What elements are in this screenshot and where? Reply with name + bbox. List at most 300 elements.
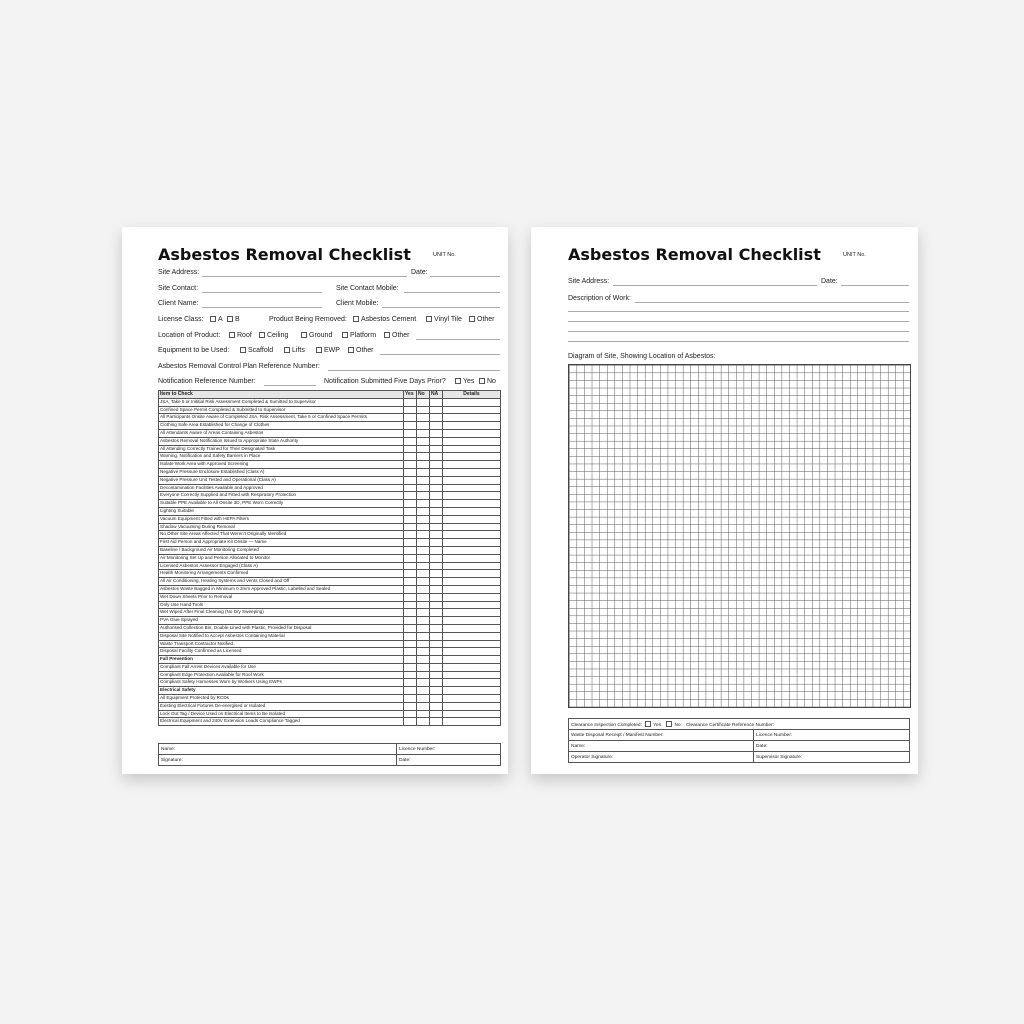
description-line[interactable]	[568, 311, 909, 312]
check-item-label: Compliant Fall Arrest Devices Available for Use	[159, 663, 404, 671]
description-line[interactable]	[568, 341, 909, 342]
details-cell[interactable]	[443, 484, 501, 492]
no-cell[interactable]	[417, 515, 430, 523]
table-row	[159, 546, 501, 554]
table-row	[159, 406, 501, 414]
check-item-label: Compliant Edge Protection Available for Roof Work	[159, 671, 404, 679]
yes-cell[interactable]	[404, 507, 417, 515]
checkbox[interactable]	[348, 347, 354, 353]
table-row	[159, 429, 501, 437]
na-cell[interactable]	[430, 656, 443, 664]
details-cell[interactable]	[443, 539, 501, 547]
details-cell[interactable]	[443, 671, 501, 679]
site-diagram-grid[interactable]	[568, 364, 911, 708]
date-field[interactable]	[430, 276, 500, 277]
supervisor-signature-field[interactable]: Supervisor Signature:	[754, 752, 910, 763]
no-cell[interactable]	[417, 718, 430, 726]
check-item-label: Lighting Suitable	[159, 507, 404, 515]
na-cell[interactable]	[430, 523, 443, 531]
na-cell[interactable]	[430, 554, 443, 562]
no-cell[interactable]	[417, 671, 430, 679]
site-contact-mobile-field[interactable]	[404, 292, 500, 293]
checkbox[interactable]	[384, 332, 390, 338]
table-header-row	[159, 391, 501, 399]
na-cell[interactable]	[430, 414, 443, 422]
operator-signature-field[interactable]: Operator Signature:	[569, 752, 754, 763]
no-cell[interactable]	[417, 687, 430, 695]
no-cell[interactable]	[417, 531, 430, 539]
details-cell[interactable]	[443, 601, 501, 609]
equipment-option[interactable]: Other	[348, 346, 374, 355]
na-cell[interactable]	[430, 578, 443, 586]
equipment-option[interactable]: EWP	[316, 346, 340, 355]
section-header-row	[159, 687, 501, 695]
check-item-label: Authorised Collection Bin, Double Lined with Plastic, Provided for Disposal	[159, 624, 404, 632]
no-cell[interactable]	[417, 500, 430, 508]
yes-cell[interactable]	[404, 546, 417, 554]
na-cell[interactable]	[430, 445, 443, 453]
yes-cell[interactable]	[404, 414, 417, 422]
na-cell[interactable]	[430, 601, 443, 609]
no-cell[interactable]	[417, 484, 430, 492]
product-option[interactable]: Other	[469, 315, 495, 324]
checkbox[interactable]	[301, 332, 307, 338]
yes-cell[interactable]	[404, 406, 417, 414]
checklist-table	[158, 390, 501, 726]
yes-cell[interactable]	[404, 710, 417, 718]
site-address-field[interactable]	[613, 285, 817, 286]
table-row	[569, 741, 910, 752]
yes-cell[interactable]	[404, 656, 417, 664]
location-option[interactable]: Roof	[229, 331, 252, 340]
yes-cell[interactable]	[404, 492, 417, 500]
no-cell[interactable]	[417, 640, 430, 648]
details-cell[interactable]	[443, 523, 501, 531]
notification-ref-label: Notification Reference Number:	[158, 378, 256, 385]
yes-cell[interactable]	[404, 679, 417, 687]
checkbox[interactable]	[455, 378, 461, 384]
column-header: Item to Check	[159, 391, 404, 399]
waste-receipt-field[interactable]: Waste Disposal Receipt / Manifest Number:	[569, 730, 754, 741]
check-item-label: Decontamination Facilities Available and Approved	[159, 484, 404, 492]
details-cell[interactable]	[443, 617, 501, 625]
no-label: No	[674, 722, 681, 728]
license-a-option[interactable]: A	[210, 315, 223, 324]
details-cell[interactable]	[443, 500, 501, 508]
no-cell[interactable]	[417, 562, 430, 570]
date-field[interactable]: Date:	[754, 741, 910, 752]
checkbox[interactable]	[227, 316, 233, 322]
table-row	[569, 730, 910, 741]
site-address-field[interactable]	[202, 276, 407, 277]
na-cell[interactable]	[430, 546, 443, 554]
client-mobile-field[interactable]	[382, 307, 500, 308]
details-cell[interactable]	[443, 585, 501, 593]
yes-cell[interactable]	[404, 671, 417, 679]
na-cell[interactable]	[430, 695, 443, 703]
table-row	[159, 492, 501, 500]
table-row	[159, 468, 501, 476]
no-cell[interactable]	[417, 507, 430, 515]
check-item-label: Shadow Vacuuming During Removal	[159, 523, 404, 531]
check-item-label: Existing Electrical Fixtures De-energised or Isolated	[159, 702, 404, 710]
details-cell[interactable]	[443, 624, 501, 632]
na-cell[interactable]	[430, 632, 443, 640]
yes-cell[interactable]	[404, 624, 417, 632]
description-line[interactable]	[568, 321, 909, 322]
check-item-label: Everyone Correctly Supplied and Fitted with Respiratory Protection	[159, 492, 404, 500]
table-row	[159, 437, 501, 445]
yes-cell[interactable]	[404, 593, 417, 601]
details-cell[interactable]	[443, 718, 501, 726]
no-cell[interactable]	[417, 406, 430, 414]
no-cell[interactable]	[417, 617, 430, 625]
check-item-label: Compliant Safety Harnesses Worn by Workers Using EWPs	[159, 679, 404, 687]
na-cell[interactable]	[430, 702, 443, 710]
check-item-label: First Aid Person and Appropriate Kit Onsite — Name	[159, 539, 404, 547]
no-cell[interactable]	[417, 492, 430, 500]
no-cell[interactable]	[417, 585, 430, 593]
yes-cell[interactable]	[404, 422, 417, 430]
yes-cell[interactable]	[404, 578, 417, 586]
yes-cell[interactable]	[404, 445, 417, 453]
checkbox[interactable]	[210, 316, 216, 322]
details-cell[interactable]	[443, 507, 501, 515]
no-cell[interactable]	[417, 398, 430, 406]
table-row	[159, 609, 501, 617]
yes-cell[interactable]	[404, 687, 417, 695]
check-item-label: Confined Space Permit Completed & Submitted to Supervisor	[159, 406, 404, 414]
no-cell[interactable]	[417, 546, 430, 554]
check-item-label: Isolate Work Area with Approved Screening	[159, 461, 404, 469]
details-cell[interactable]	[443, 468, 501, 476]
clearance-row	[569, 719, 910, 730]
no-cell[interactable]	[417, 429, 430, 437]
checkbox[interactable]	[479, 378, 485, 384]
no-cell[interactable]	[417, 468, 430, 476]
na-cell[interactable]	[430, 453, 443, 461]
na-cell[interactable]	[430, 640, 443, 648]
na-cell[interactable]	[430, 710, 443, 718]
table-row	[159, 531, 501, 539]
no-cell[interactable]	[417, 523, 430, 531]
equipment-other-field[interactable]	[380, 354, 500, 355]
table-row	[569, 752, 910, 763]
details-cell[interactable]	[443, 406, 501, 414]
product-option[interactable]: Vinyl Tile	[426, 315, 462, 324]
yes-cell[interactable]	[404, 718, 417, 726]
signoff-table	[158, 743, 501, 766]
details-cell[interactable]	[443, 515, 501, 523]
na-cell[interactable]	[430, 671, 443, 679]
details-cell[interactable]	[443, 593, 501, 601]
na-cell[interactable]	[430, 718, 443, 726]
no-cell[interactable]	[417, 601, 430, 609]
client-name-field[interactable]	[202, 307, 322, 308]
clearance-ref-label: Clearance Certificate Reference Number:	[685, 722, 774, 728]
details-cell[interactable]	[443, 422, 501, 430]
equipment-label: Equipment to be Used:	[158, 347, 230, 354]
licence-number-field[interactable]: Licence Number:	[754, 730, 910, 741]
location-option[interactable]: Other	[384, 331, 410, 340]
yes-cell[interactable]	[404, 695, 417, 703]
check-item-label: Vacuum Equipment Fitted with HEPA Filters	[159, 515, 404, 523]
checkbox[interactable]	[426, 316, 432, 322]
table-row	[159, 617, 501, 625]
details-cell[interactable]	[443, 679, 501, 687]
na-cell[interactable]	[430, 515, 443, 523]
check-item-label: Negative Pressure Unit Tested and Operational (Class A)	[159, 476, 404, 484]
na-cell[interactable]	[430, 484, 443, 492]
date-field[interactable]	[841, 285, 909, 286]
no-cell[interactable]	[417, 648, 430, 656]
check-item-label: All Participants Onsite Aware of Completed JSA, Risk Assessment, Take 5 or Confined Space Permits	[159, 414, 404, 422]
na-cell[interactable]	[430, 492, 443, 500]
yes-cell[interactable]	[404, 570, 417, 578]
checkbox[interactable]	[284, 347, 290, 353]
yes-cell[interactable]	[404, 468, 417, 476]
column-header: Yes	[404, 391, 417, 399]
na-cell[interactable]	[430, 687, 443, 695]
check-item-label: All Equipment Protected by RCDs	[159, 695, 404, 703]
na-cell[interactable]	[430, 437, 443, 445]
no-cell[interactable]	[417, 710, 430, 718]
no-cell[interactable]	[417, 554, 430, 562]
details-cell[interactable]	[443, 437, 501, 445]
na-cell[interactable]	[430, 648, 443, 656]
no-cell[interactable]	[417, 609, 430, 617]
table-row	[159, 398, 501, 406]
no-cell[interactable]	[417, 695, 430, 703]
description-line[interactable]	[635, 302, 909, 303]
check-item-label: Asbestos Waste Bagged in Minimum 0.2mm Approved Plastic, Labelled and Sealed	[159, 585, 404, 593]
equipment-option[interactable]: Lifts	[284, 346, 305, 355]
table-row	[159, 601, 501, 609]
details-cell[interactable]	[443, 429, 501, 437]
details-cell[interactable]	[443, 687, 501, 695]
no-cell[interactable]	[417, 679, 430, 687]
details-cell[interactable]	[443, 640, 501, 648]
check-item-label: Only Use Hand Tools	[159, 601, 404, 609]
na-cell[interactable]	[430, 624, 443, 632]
checkbox[interactable]	[342, 332, 348, 338]
yes-cell[interactable]	[404, 601, 417, 609]
table-row	[159, 476, 501, 484]
na-cell[interactable]	[430, 539, 443, 547]
details-cell[interactable]	[443, 445, 501, 453]
name-field[interactable]: Name:	[569, 741, 754, 752]
yes-cell[interactable]	[404, 632, 417, 640]
table-row	[159, 484, 501, 492]
checkbox[interactable]	[469, 316, 475, 322]
yes-cell[interactable]	[404, 476, 417, 484]
details-cell[interactable]	[443, 398, 501, 406]
na-cell[interactable]	[430, 562, 443, 570]
yes-cell[interactable]	[404, 531, 417, 539]
yes-cell[interactable]	[404, 437, 417, 445]
details-cell[interactable]	[443, 578, 501, 586]
no-cell[interactable]	[417, 656, 430, 664]
yes-cell[interactable]	[404, 523, 417, 531]
na-cell[interactable]	[430, 406, 443, 414]
no-cell[interactable]	[417, 476, 430, 484]
notification-no-option[interactable]: No	[479, 377, 496, 386]
date-label: Date:	[411, 269, 428, 276]
na-cell[interactable]	[430, 422, 443, 430]
details-cell[interactable]	[443, 570, 501, 578]
no-cell[interactable]	[417, 663, 430, 671]
location-option[interactable]: Ground	[301, 331, 332, 340]
na-cell[interactable]	[430, 476, 443, 484]
location-label: Location of Product:	[158, 332, 221, 339]
yes-cell[interactable]	[404, 453, 417, 461]
details-cell[interactable]	[443, 453, 501, 461]
location-option[interactable]: Platform	[342, 331, 376, 340]
equipment-option[interactable]: Scaffold	[240, 346, 273, 355]
yes-cell[interactable]	[404, 562, 417, 570]
site-contact-field[interactable]	[202, 292, 322, 293]
na-cell[interactable]	[430, 585, 443, 593]
check-item-label: Disposal Site Notified to Accept Asbestos Containing Material	[159, 632, 404, 640]
check-item-label: Electrical Equipment and 240V Extension Leads Compliance Tagged	[159, 718, 404, 726]
details-cell[interactable]	[443, 414, 501, 422]
checkbox[interactable]	[259, 332, 265, 338]
yes-cell[interactable]	[404, 702, 417, 710]
no-cell[interactable]	[417, 632, 430, 640]
yes-cell[interactable]	[404, 461, 417, 469]
name-field[interactable]: Name:	[159, 744, 397, 755]
na-cell[interactable]	[430, 507, 443, 515]
no-cell[interactable]	[417, 414, 430, 422]
na-cell[interactable]	[430, 663, 443, 671]
client-mobile-label: Client Mobile:	[336, 300, 379, 307]
check-item-label: Asbestos Removal Notification Issued to Appropriate State Authority	[159, 437, 404, 445]
na-cell[interactable]	[430, 617, 443, 625]
details-cell[interactable]	[443, 663, 501, 671]
check-item-label: PVA Glue Sprayed	[159, 617, 404, 625]
no-cell[interactable]	[417, 702, 430, 710]
check-item-label: JSA, Take 5 or Inititial Risk Assessment Completed & Sumitted to Supervisor	[159, 398, 404, 406]
yes-cell[interactable]	[404, 663, 417, 671]
yes-cell[interactable]	[404, 648, 417, 656]
details-cell[interactable]	[443, 562, 501, 570]
location-option[interactable]: Ceiling	[259, 331, 288, 340]
license-class-label: License Class:	[158, 316, 204, 323]
na-cell[interactable]	[430, 593, 443, 601]
check-item-label: Clothing Safe Area Established for Change of Clothes	[159, 422, 404, 430]
yes-cell[interactable]	[404, 640, 417, 648]
notification-yes-option[interactable]: Yes	[455, 377, 474, 386]
product-option[interactable]: Asbestos Cement	[353, 315, 416, 324]
no-cell[interactable]	[417, 453, 430, 461]
yes-cell[interactable]	[404, 429, 417, 437]
yes-cell[interactable]	[404, 484, 417, 492]
yes-cell[interactable]	[404, 515, 417, 523]
na-cell[interactable]	[430, 468, 443, 476]
details-cell[interactable]	[443, 554, 501, 562]
yes-cell[interactable]	[404, 585, 417, 593]
table-row	[159, 562, 501, 570]
no-cell[interactable]	[417, 422, 430, 430]
clearance-completed-label: Clearance Inspection Completed:	[571, 722, 642, 728]
yes-cell[interactable]	[404, 617, 417, 625]
table-row	[159, 539, 501, 547]
yes-cell[interactable]	[404, 500, 417, 508]
details-cell[interactable]	[443, 632, 501, 640]
na-cell[interactable]	[430, 531, 443, 539]
details-cell[interactable]	[443, 492, 501, 500]
license-b-option[interactable]: B	[227, 315, 240, 324]
check-item-label: Suitable PPE Available to All Onsite 3D, PPE Worn Correctly	[159, 500, 404, 508]
no-cell[interactable]	[417, 445, 430, 453]
signature-field[interactable]: Signature:	[159, 755, 397, 766]
details-cell[interactable]	[443, 609, 501, 617]
na-cell[interactable]	[430, 679, 443, 687]
control-plan-field[interactable]	[328, 370, 500, 371]
yes-cell[interactable]	[404, 539, 417, 547]
details-cell[interactable]	[443, 656, 501, 664]
checkbox[interactable]	[353, 316, 359, 322]
date-field[interactable]: Date:	[397, 755, 501, 766]
notification-ref-field[interactable]	[264, 385, 316, 386]
licence-field[interactable]: Licence Number:	[397, 744, 501, 755]
table-row	[159, 461, 501, 469]
details-cell[interactable]	[443, 546, 501, 554]
no-cell[interactable]	[417, 461, 430, 469]
no-cell[interactable]	[417, 593, 430, 601]
unit-no-label: UNIT No.	[843, 252, 866, 258]
table-row	[159, 500, 501, 508]
checkbox[interactable]	[645, 721, 651, 727]
no-cell[interactable]	[417, 570, 430, 578]
na-cell[interactable]	[430, 570, 443, 578]
na-cell[interactable]	[430, 500, 443, 508]
no-cell[interactable]	[417, 578, 430, 586]
checkbox[interactable]	[666, 721, 672, 727]
checkbox[interactable]	[316, 347, 322, 353]
details-cell[interactable]	[443, 695, 501, 703]
no-cell[interactable]	[417, 624, 430, 632]
check-item-label: No Other Site Areas Affected That Weren't Originally Identified	[159, 531, 404, 539]
no-cell[interactable]	[417, 539, 430, 547]
na-cell[interactable]	[430, 461, 443, 469]
na-cell[interactable]	[430, 398, 443, 406]
site-address-label: Site Address:	[568, 278, 610, 285]
details-cell[interactable]	[443, 476, 501, 484]
no-cell[interactable]	[417, 437, 430, 445]
na-cell[interactable]	[430, 609, 443, 617]
table-row	[159, 585, 501, 593]
details-cell[interactable]	[443, 531, 501, 539]
column-header: Details	[443, 391, 501, 399]
site-address-label: Site Address:	[158, 269, 200, 276]
details-cell[interactable]	[443, 461, 501, 469]
location-other-field[interactable]	[416, 339, 500, 340]
check-item-label: Waste Transport Contractor Notified	[159, 640, 404, 648]
yes-cell[interactable]	[404, 609, 417, 617]
description-line[interactable]	[568, 331, 909, 332]
yes-cell[interactable]	[404, 554, 417, 562]
yes-cell[interactable]	[404, 398, 417, 406]
details-cell[interactable]	[443, 648, 501, 656]
checkbox[interactable]	[229, 332, 235, 338]
table-row	[159, 445, 501, 453]
checkbox[interactable]	[240, 347, 246, 353]
check-item-label: All Attending Correctly Trained for Their Designated Task	[159, 445, 404, 453]
na-cell[interactable]	[430, 429, 443, 437]
details-cell[interactable]	[443, 702, 501, 710]
details-cell[interactable]	[443, 710, 501, 718]
